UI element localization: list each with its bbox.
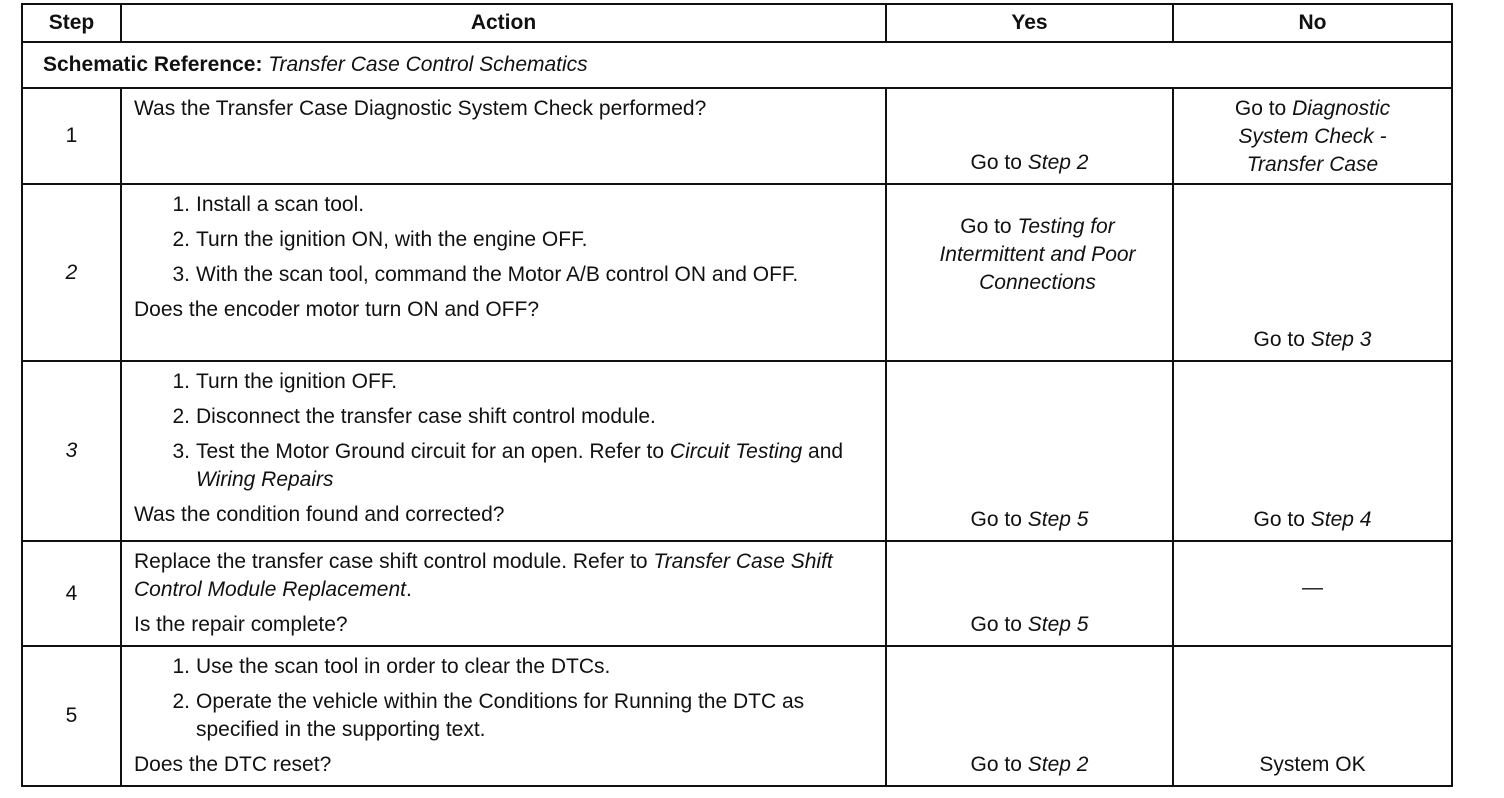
schematic-ref: Transfer Case Control Schematics (268, 53, 588, 76)
no-cell: — (1173, 541, 1452, 646)
step-number: 1 (22, 88, 121, 184)
header-yes: Yes (886, 4, 1173, 42)
step-number: 2 (22, 184, 121, 361)
list-item: 1. Install a scan tool. (172, 193, 365, 216)
replacement-link[interactable]: Transfer Case Shift Control Module Replacement (134, 550, 833, 601)
action-question: Was the condition found and corrected? (134, 503, 505, 526)
schematic-label: Schematic Reference: (43, 53, 263, 76)
yes-cell: Go to Testing for Intermittent and Poor Connections (886, 184, 1173, 361)
action-cell (121, 184, 886, 361)
no-link[interactable]: Step 3 (1310, 328, 1372, 351)
yes-link[interactable]: Step 5 (1027, 508, 1089, 531)
list-item: 2. Disconnect the transfer case shift control module. (172, 405, 656, 428)
step-number: 4 (22, 541, 121, 646)
header-step: Step (22, 4, 121, 42)
action-cell (121, 88, 886, 184)
no-cell: Go to Step 3 (1173, 184, 1452, 361)
diagnostic-table (21, 3, 1453, 787)
header-no: No (1173, 4, 1452, 42)
yes-link[interactable]: Step 5 (1027, 613, 1089, 636)
wiring-repairs-link[interactable]: Wiring Repairs (196, 468, 334, 491)
yes-link[interactable]: Step 2 (1027, 151, 1089, 174)
no-link[interactable]: Diagnostic System Check - Transfer Case (1238, 97, 1391, 176)
circuit-testing-link[interactable]: Circuit Testing (669, 440, 803, 463)
yes-link[interactable]: Step 2 (1027, 753, 1089, 776)
schematic-row (22, 42, 1452, 88)
no-cell: Go to Diagnostic System Check - Transfer Case (1173, 88, 1452, 184)
list-item: 2. Turn the ignition ON, with the engine OFF. (172, 228, 588, 251)
action-question: Was the Transfer Case Diagnostic System Check performed? (134, 97, 707, 120)
list-item: 1. Turn the ignition OFF. (172, 370, 398, 393)
action-question: Is the repair complete? (134, 613, 348, 636)
yes-link[interactable]: Testing for Intermittent and Poor Connections (939, 214, 1136, 294)
action-text: Replace the transfer case shift control module. Refer to Transfer Case Shift Control Module Replacement. (134, 550, 833, 601)
action-question: Does the DTC reset? (134, 753, 332, 776)
action-cell (121, 361, 886, 541)
action-question: Does the encoder motor turn ON and OFF? (134, 298, 540, 321)
step-number: 5 (22, 646, 121, 786)
table-row (22, 88, 1452, 184)
table-row (22, 646, 1452, 786)
yes-cell: Go to Step 2 (886, 646, 1173, 786)
table-row (22, 361, 1452, 541)
list-item: 2. Operate the vehicle within the Conditions for Running the DTC as specified in the supporting text. (172, 690, 805, 741)
header-row (22, 4, 1452, 42)
list-item: 1. Use the scan tool in order to clear the DTCs. (172, 655, 611, 678)
list-item: 3. With the scan tool, command the Motor A/B control ON and OFF. (172, 263, 799, 286)
table-row (22, 541, 1452, 646)
no-cell: Go to Step 4 (1173, 361, 1452, 541)
step-number: 3 (22, 361, 121, 541)
yes-cell: Go to Step 5 (886, 541, 1173, 646)
yes-cell: Go to Step 5 (886, 361, 1173, 541)
list-item: 3. Test the Motor Ground circuit for an open. Refer to Circuit Testing and Wiring Repairs (172, 440, 844, 491)
header-action: Action (121, 4, 886, 42)
no-cell: System OK (1173, 646, 1452, 786)
no-link[interactable]: Step 4 (1310, 508, 1372, 531)
yes-cell: Go to Step 2 (886, 88, 1173, 184)
action-cell (121, 646, 886, 786)
action-cell (121, 541, 886, 646)
table-row (22, 184, 1452, 361)
